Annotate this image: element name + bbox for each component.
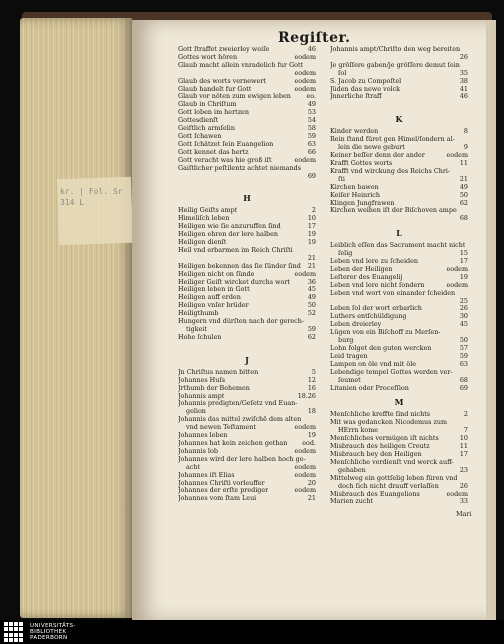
index-entry-text: Hohe ſchulen xyxy=(178,333,222,341)
index-entry xyxy=(178,408,316,416)
index-entry xyxy=(330,411,468,419)
index-entry-page: 2 xyxy=(463,410,468,419)
index-entry-page: 21 xyxy=(307,253,316,262)
index-entry-text: Heiligen auff erden xyxy=(178,294,241,302)
index-entry-text: Kirchen bawen xyxy=(330,183,379,191)
index-entry-page: 53 xyxy=(307,108,316,117)
section-letter: L xyxy=(396,228,402,239)
index-entry-page: 59 xyxy=(459,351,468,360)
index-entry-page: 19 xyxy=(307,230,316,239)
page-title: Regiſter. xyxy=(278,30,351,46)
index-entry xyxy=(178,141,316,149)
index-entry-page: 33 xyxy=(459,497,468,506)
index-entry xyxy=(178,279,316,287)
index-entry-page: 17 xyxy=(459,449,468,458)
index-entry-page: 38 xyxy=(459,76,468,85)
index-entry xyxy=(178,400,316,408)
index-entry-text: Heiligen vnſer brüder xyxy=(178,302,249,310)
index-entry-page: 45 xyxy=(307,285,316,294)
index-entry-text: Jüden das newe volck xyxy=(330,85,401,93)
index-entry xyxy=(330,78,468,86)
index-entry xyxy=(178,133,316,141)
index-entry-page: 46 xyxy=(459,92,468,101)
index-entry-page: 12 xyxy=(307,375,316,384)
index-entry-page: 20 xyxy=(307,478,316,487)
index-entry-text: Leben ſol der wort erbarlich xyxy=(330,305,422,313)
index-entry xyxy=(330,377,468,385)
index-entry xyxy=(178,157,316,165)
index-entry-page: 59 xyxy=(307,131,316,140)
index-entry-text: Kirchen weihen iſt der Biſchoven ampe xyxy=(330,207,457,215)
index-entry xyxy=(178,318,316,326)
index-entry-page: 26 xyxy=(459,304,468,313)
index-entry-text: Misbrauch bey den Heiligen xyxy=(330,450,422,458)
index-entry-page: 17 xyxy=(307,222,316,231)
index-entry xyxy=(178,393,316,401)
index-entry xyxy=(330,329,468,337)
index-entry-text: Johannes hat kein zeichen gethan xyxy=(178,439,288,447)
index-entry-text: lein die newe geburt xyxy=(338,144,405,152)
index-entry-text: Glaub macht allein vnradelich fur Gott xyxy=(178,61,304,69)
index-entry-page: 66 xyxy=(307,147,316,156)
index-entry-page: 2 xyxy=(311,206,316,215)
index-entry-text: Heil vnd erbarmen im Reich Chriſti xyxy=(178,246,293,254)
index-entry-page: 49 xyxy=(307,293,316,302)
index-entry xyxy=(330,152,468,160)
index-entry-page: 8 xyxy=(463,127,468,136)
index-entry xyxy=(330,160,468,168)
index-entry-text: Johannis predigten/Geſetz vnd Euan- xyxy=(178,400,298,408)
index-entry-page: 49 xyxy=(307,100,316,109)
index-entry xyxy=(330,321,468,329)
index-entry xyxy=(330,298,468,306)
index-entry-page: 63 xyxy=(459,359,468,368)
index-entry xyxy=(178,369,316,377)
index-entry-text: Klingen Jungfrawen xyxy=(330,199,395,207)
index-entry-text: ſeumet xyxy=(338,376,361,384)
index-entry-page: 19 xyxy=(307,238,316,247)
index-entry-page: 21 xyxy=(307,494,316,503)
page-right-edge xyxy=(486,20,496,620)
spine-label-line2: 314 L xyxy=(60,198,85,207)
index-entry-page: 68 xyxy=(459,214,468,223)
index-entry xyxy=(330,215,468,223)
index-entry-page: 63 xyxy=(307,139,316,148)
index-entry-text: Gott kennet das hertz xyxy=(178,148,249,156)
index-entry-page: 26 xyxy=(459,52,468,61)
index-entry xyxy=(178,239,316,247)
index-entry-page: 50 xyxy=(459,190,468,199)
index-entry-text: Heilig Geiſts ampt xyxy=(178,207,238,215)
index-entry-text: Krafft vnd wirckung des Reichs Chri- xyxy=(330,167,451,175)
index-entry-text: Jn Chriſtus namen bitten xyxy=(178,368,259,376)
index-entry-text: Glaub handelt fur Gott xyxy=(178,85,252,93)
index-entry-page: eodem xyxy=(446,280,468,289)
index-entry-text: Gott veracht was hie groß iſt xyxy=(178,156,272,164)
index-entry xyxy=(330,93,468,101)
index-entry-page: eodem xyxy=(294,486,316,495)
index-entry xyxy=(178,223,316,231)
index-entry-text: Keiner beſſer denn der ander xyxy=(330,152,425,160)
index-entry-text: Johannis das mittel zwiſchē dem alten xyxy=(178,416,302,424)
index-entry xyxy=(330,419,468,427)
index-entry-page: 18.26 xyxy=(297,391,316,400)
index-entry xyxy=(330,443,468,451)
index-entry-page: 62 xyxy=(459,198,468,207)
index-entry-page: 11 xyxy=(459,158,468,167)
index-entry xyxy=(330,475,468,483)
index-entry xyxy=(178,432,316,440)
index-entry xyxy=(178,487,316,495)
index-entry-text: Menſchliche kreffte ſind nichts xyxy=(330,411,431,419)
index-entry-page: 17 xyxy=(459,257,468,266)
index-entry xyxy=(330,427,468,435)
index-entry xyxy=(178,165,316,173)
index-entry-page: 49 xyxy=(459,182,468,191)
spine-label-line1: kr. | Fol. Sr xyxy=(60,187,123,196)
index-entry-text: Litanien oder Proceſſion xyxy=(330,384,409,392)
index-entry xyxy=(178,117,316,125)
index-entry-page: 23 xyxy=(459,465,468,474)
index-entry-text: Heiligen dienſt xyxy=(178,239,227,247)
section-letter: K xyxy=(395,114,403,125)
spacer xyxy=(178,342,316,350)
index-entry-page: 62 xyxy=(307,332,316,341)
index-entry-page: 7 xyxy=(463,426,468,435)
index-entry xyxy=(178,334,316,342)
index-entry-text: Glaub vor nöten zum ewigen leben xyxy=(178,93,291,101)
section-letter: M xyxy=(394,397,404,408)
index-entry-page: 54 xyxy=(307,116,316,125)
index-entry-text: Geiſtlich armſelin xyxy=(178,125,235,133)
index-entry-page: eodem xyxy=(294,52,316,61)
catchword: Mari xyxy=(456,510,472,518)
index-entry-page: eodem xyxy=(446,151,468,160)
index-entry-page: 10 xyxy=(307,214,316,223)
index-entry-page: 26 xyxy=(459,481,468,490)
index-entry-text: Gottesdienſt xyxy=(178,117,219,125)
index-entry-page: 10 xyxy=(459,434,468,443)
index-entry xyxy=(330,266,468,274)
index-entry-page: eodem xyxy=(294,423,316,432)
index-entry xyxy=(178,472,316,480)
index-entry-text: Leid tragen xyxy=(330,352,368,360)
index-entry-page: 36 xyxy=(307,277,316,286)
library-name-line2: BIBLIOTHEK xyxy=(30,629,67,636)
index-entry xyxy=(330,250,468,258)
index-entry-page: eodem xyxy=(446,489,468,498)
library-footer xyxy=(0,620,504,644)
index-entry xyxy=(330,200,468,208)
library-name xyxy=(30,623,76,642)
index-entry-page: 69 xyxy=(459,383,468,392)
index-column-left xyxy=(178,46,316,503)
index-entry xyxy=(330,86,468,94)
index-entry xyxy=(330,313,468,321)
index-entry xyxy=(178,326,316,334)
index-entry-page: 9 xyxy=(463,143,468,152)
index-entry-page: eodem xyxy=(294,470,316,479)
index-entry-text: Johannis lob xyxy=(178,447,218,455)
index-entry-text: vnd newen Teſtament xyxy=(186,424,256,432)
library-name-line1: UNIVERSITÄTS- xyxy=(30,623,76,629)
index-entry-text: Heiligen leben in Gott xyxy=(178,286,250,294)
index-entry xyxy=(178,271,316,279)
index-entry xyxy=(330,176,468,184)
index-entry-text: Hungern vnd dürſten nach der gerech- xyxy=(178,318,305,326)
index-entry xyxy=(178,377,316,385)
index-entry-text: Heiliger Geiſt wircket durchs wort xyxy=(178,278,290,286)
index-entry-page: 50 xyxy=(307,301,316,310)
index-entry-page: 35 xyxy=(459,68,468,77)
index-entry-page: 57 xyxy=(459,344,468,352)
index-entry-text: Luthers entſchüldigung xyxy=(330,313,407,321)
index-entry-text: Johannes vom ſtam Leui xyxy=(178,495,257,503)
index-entry-text: Lügen von ein Biſchoff zu Merſen- xyxy=(330,329,441,337)
index-entry-page: 15 xyxy=(459,249,468,258)
index-entry-text: Menſchliche verdienſt vnd werck auff- xyxy=(330,458,454,466)
index-entry-text: Glaub des worts vernewert xyxy=(178,77,266,85)
index-entry-text: Gott ſtraffet zweierley weiſe xyxy=(178,46,270,53)
index-entry-text: Lebendige tempel Gottes werden ver- xyxy=(330,368,453,376)
index-entry-page: 11 xyxy=(459,442,468,451)
index-entry xyxy=(178,294,316,302)
index-entry xyxy=(330,353,468,361)
index-entry-page: eodem xyxy=(294,446,316,455)
index-entry xyxy=(178,286,316,294)
index-entry xyxy=(330,168,468,176)
index-entry xyxy=(178,247,316,255)
index-entry-text: Leiblich eſſen das Sacrament macht nicht xyxy=(330,242,466,250)
index-entry-text: gelion xyxy=(186,408,206,416)
index-entry-text: Lampen on öle vnd mit öle xyxy=(330,360,417,368)
section-letter: J xyxy=(245,354,249,365)
index-entry-text: Leben vnd wort von einander ſcheiden xyxy=(330,289,456,297)
index-entry-text: Himeliſch leben xyxy=(178,215,230,223)
index-entry-page: 25 xyxy=(459,296,468,305)
index-entry xyxy=(178,231,316,239)
index-entry xyxy=(330,54,468,62)
index-entry-page: eodem xyxy=(294,84,316,93)
index-entry-page: 5 xyxy=(311,367,316,376)
index-entry-page: 21 xyxy=(307,261,316,270)
index-entry xyxy=(178,173,316,181)
index-entry-page: 21 xyxy=(459,174,468,183)
index-entry-text: Je gröſſere gaben/je gröſſere demut ſein xyxy=(330,61,460,69)
index-entry xyxy=(330,305,468,313)
index-entry-text: Menſchliches vermügen iſt nichts xyxy=(330,435,439,443)
index-entry xyxy=(330,46,468,54)
index-entry xyxy=(178,310,316,318)
index-entry-page: 30 xyxy=(459,312,468,321)
index-entry-text: Johannes iſt Elias xyxy=(178,471,235,479)
index-entry-page: 19 xyxy=(459,272,468,281)
index-entry-text: tigkeit xyxy=(186,326,207,333)
index-entry xyxy=(330,498,468,506)
index-entry-page: 18 xyxy=(307,407,316,416)
index-entry-text: Misbrauch des heiligen Creutz xyxy=(330,443,430,451)
index-entry-text: Mittelweg ein gottſelig leben füren vnd xyxy=(330,474,458,482)
index-entry xyxy=(178,215,316,223)
index-entry-text: Leben vnd lere nicht ſondern xyxy=(330,281,425,289)
index-entry-page: 59 xyxy=(307,325,316,333)
index-entry xyxy=(330,459,468,467)
index-entry-page: 50 xyxy=(459,336,468,345)
index-entry-page: eodem xyxy=(446,264,468,273)
index-entry xyxy=(178,424,316,432)
index-entry-text: Misbrauch des Euangelions xyxy=(330,490,420,498)
index-entry-page: eod. xyxy=(302,438,316,447)
index-entry-page: eodem xyxy=(294,462,316,471)
index-entry xyxy=(330,128,468,136)
index-entry-text: Johannes leben xyxy=(178,432,228,440)
index-entry-text: Johannes der erſte prediger xyxy=(178,487,269,495)
index-entry-page: 46 xyxy=(307,45,316,53)
index-entry-text: Leben vnd lere zu ſcheiden xyxy=(330,258,418,266)
index-entry-page: eodem xyxy=(294,155,316,164)
index-entry-text: Keiſer Heinrich xyxy=(330,191,380,199)
index-entry xyxy=(330,491,468,499)
index-entry-text: Johannes Huſs xyxy=(178,376,225,384)
index-entry xyxy=(178,302,316,310)
index-entry-page: 16 xyxy=(307,383,316,392)
index-entry-page: 41 xyxy=(459,84,468,93)
index-entry-text: Heiligthumb xyxy=(178,310,219,318)
index-entry-text: Leſterer des Euangelij xyxy=(330,273,403,281)
spacer xyxy=(330,101,468,109)
index-entry-text: Heiligen ehren der lere halben xyxy=(178,231,279,239)
index-entry-text: Rein ſtand füret gen Himel/ſondern al- xyxy=(330,136,455,144)
index-entry xyxy=(330,369,468,377)
index-entry-text: Gott ſchätzet ſein Euangelion xyxy=(178,140,274,148)
index-entry-text: Krafft Gottes worts xyxy=(330,159,393,167)
index-entry-text: Marien zucht xyxy=(330,498,374,506)
index-entry-text: Jnnerliche ſtraff xyxy=(330,93,382,101)
index-entry-text: gehaben xyxy=(338,466,366,474)
index-entry xyxy=(330,70,468,78)
index-entry xyxy=(178,93,316,101)
index-entry-text: ſol xyxy=(338,69,347,77)
index-entry xyxy=(178,54,316,62)
index-entry xyxy=(330,184,468,192)
index-entry-page: eodem xyxy=(294,269,316,278)
index-entry xyxy=(330,435,468,443)
index-entry-page: 45 xyxy=(459,320,468,329)
index-entry-text: HErrn kome xyxy=(338,427,379,435)
index-entry xyxy=(330,290,468,298)
library-name-line3: PADERBORN xyxy=(30,635,68,642)
index-entry xyxy=(330,451,468,459)
index-entry-text: Johannes wird der lere halben hoch ge- xyxy=(178,455,306,463)
index-entry-text: burg xyxy=(338,337,354,345)
index-entry xyxy=(330,207,468,215)
spacer xyxy=(178,180,316,188)
index-entry-text: ſelig xyxy=(338,250,353,258)
index-entry xyxy=(178,109,316,117)
index-entry-page: 69 xyxy=(307,171,316,180)
library-logo-icon xyxy=(4,622,24,642)
index-entry-text: Gott loben im hertzen xyxy=(178,109,249,117)
index-entry xyxy=(330,361,468,369)
index-entry-text: Johannis ampt/Chriſto den weg bereiten xyxy=(330,46,461,53)
index-entry-text: acht xyxy=(186,463,201,471)
index-entry xyxy=(178,86,316,94)
index-entry xyxy=(178,385,316,393)
index-entry-page: eodem xyxy=(294,68,316,77)
index-entry-text: Mit was gedancken Nicodemus zum xyxy=(330,419,448,427)
index-entry-text: S. Jacob zu Compoſtel xyxy=(330,77,402,85)
index-entry xyxy=(178,255,316,263)
index-column-right xyxy=(330,46,468,506)
index-entry xyxy=(330,385,468,393)
index-entry xyxy=(330,136,468,144)
index-entry xyxy=(330,337,468,345)
index-entry-page: 58 xyxy=(307,124,316,133)
index-entry-text: Kinder werden xyxy=(330,128,379,136)
index-entry xyxy=(178,101,316,109)
index-entry-text: Heiligen bekennen das ſie ſünder ſind xyxy=(178,262,301,270)
index-entry-text: Leben der Heiligen xyxy=(330,265,393,273)
index-entry-page: eo. xyxy=(306,92,316,101)
index-entry-text: Gaiſtlicher peſtilentz achtet niemands xyxy=(178,164,302,172)
index-entry xyxy=(330,345,468,353)
index-entry xyxy=(178,448,316,456)
index-entry xyxy=(330,192,468,200)
index-entry-text: Johannes Chriſti vorleuffer xyxy=(178,479,265,487)
index-entry-text: Lohn folget den guten wercken xyxy=(330,345,432,352)
index-entry xyxy=(178,207,316,215)
book-page-edges xyxy=(20,18,132,618)
index-entry xyxy=(330,282,468,290)
index-entry-text: Gottes wort hören xyxy=(178,53,238,61)
index-entry xyxy=(330,62,468,70)
index-entry-text: Gott ſchawen xyxy=(178,132,222,140)
index-entry xyxy=(178,125,316,133)
index-entry xyxy=(178,495,316,503)
index-entry-text: Heiligen wie ſie anzuruffen ſind xyxy=(178,223,281,231)
index-entry-page: 52 xyxy=(307,309,316,318)
index-entry-text: Johannis ampt xyxy=(178,392,225,400)
index-entry-page: 68 xyxy=(459,375,468,384)
index-entry-text: Glaub in Chriſtum xyxy=(178,101,237,109)
index-entry-page: 19 xyxy=(307,431,316,440)
index-entry-text: Heiligen nicht on ſünde xyxy=(178,270,255,278)
index-entry-page: eodem xyxy=(294,76,316,85)
section-letter: H xyxy=(243,193,251,204)
index-entry-text: Jrthumb der Behemen xyxy=(178,384,250,392)
index-entry-text: Leben dreierley xyxy=(330,321,382,329)
spine-label-text xyxy=(60,186,130,208)
index-entry xyxy=(330,242,468,250)
index-entry-text: ſti xyxy=(338,175,345,183)
index-entry xyxy=(330,467,468,475)
index-entry-text: doch ſich nicht drauff verlaſſen xyxy=(338,482,439,490)
